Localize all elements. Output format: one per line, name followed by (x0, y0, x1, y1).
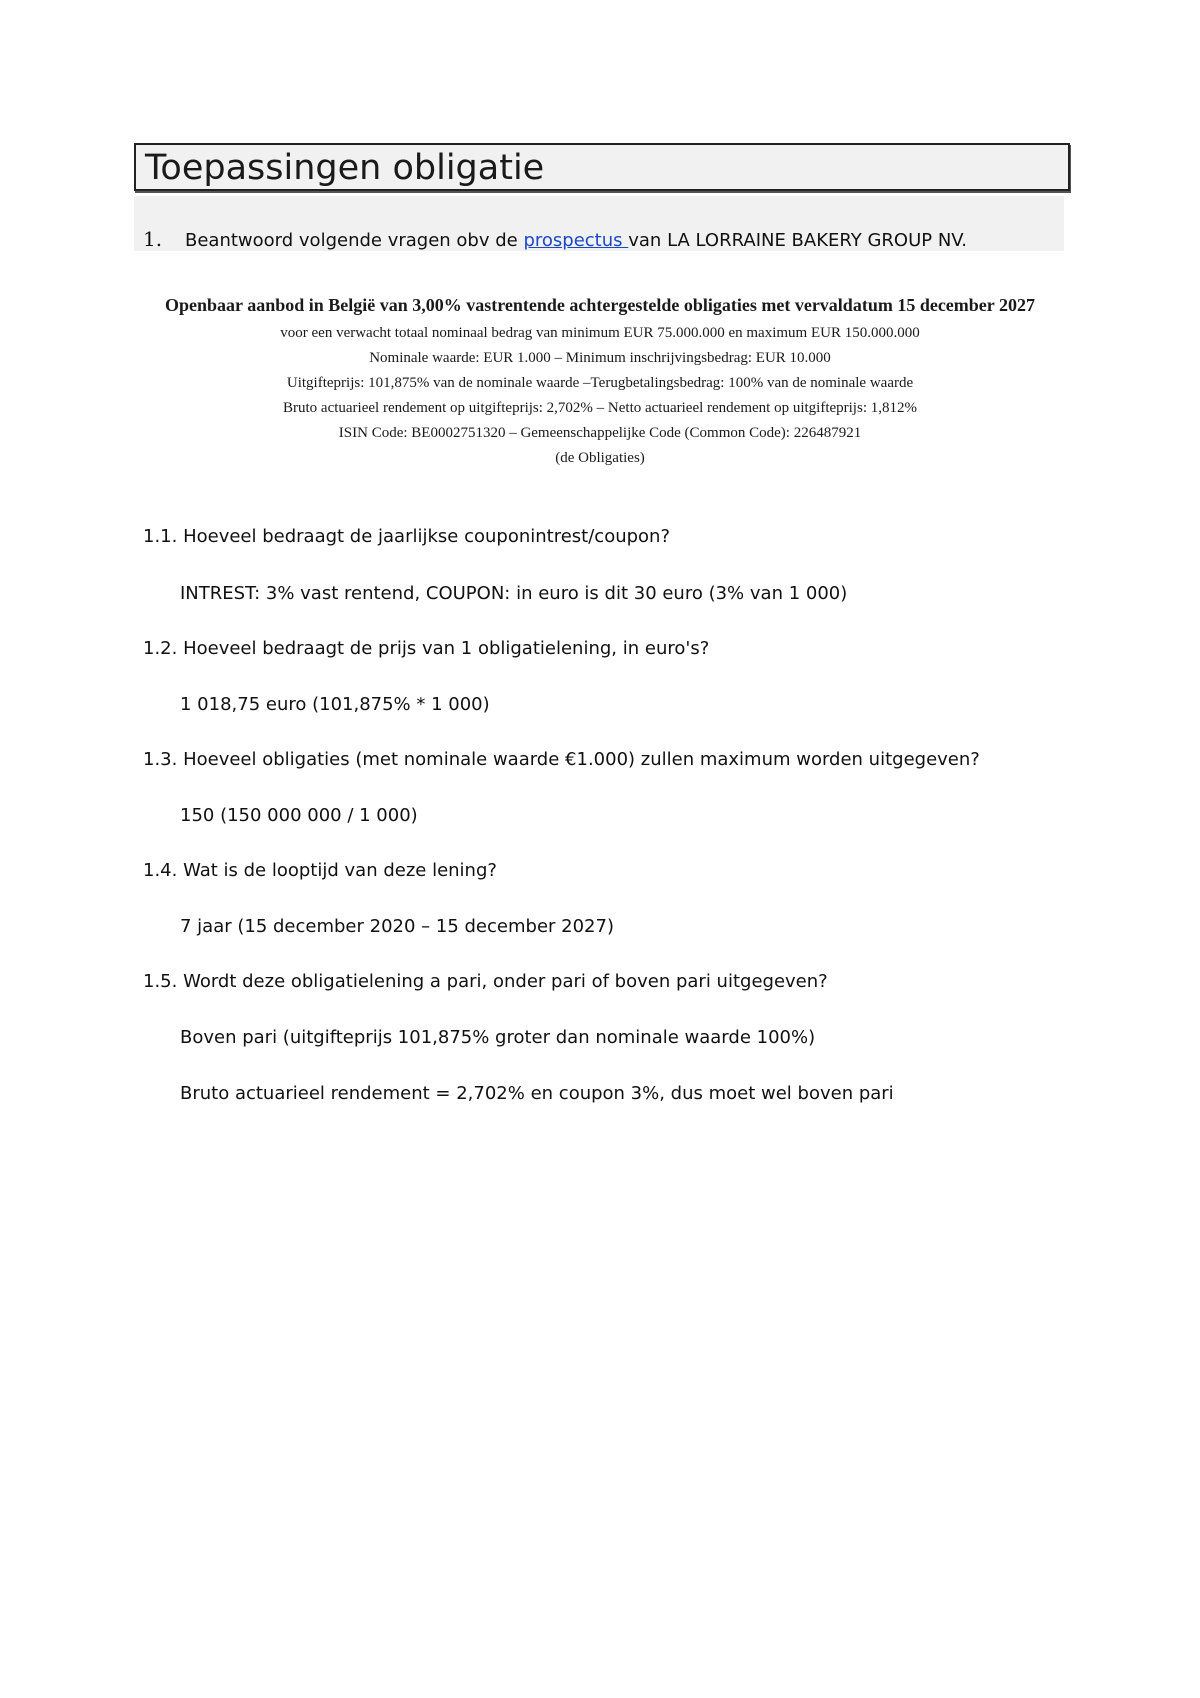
answer-1-4: 7 jaar (15 december 2020 – 15 december 2027) (180, 916, 614, 937)
excerpt-line: voor een verwacht totaal nominaal bedrag van minimum EUR 75.000.000 en maximum EUR 150.000.000 (280, 325, 920, 341)
answer-1-1: INTREST: 3% vast rentend, COUPON: in euro is dit 30 euro (3% van 1 000) (180, 583, 848, 604)
excerpt-line: Bruto actuarieel rendement op uitgifteprijs: 2,702% – Netto actuarieel rendement op uitgifteprijs: 1,812% (283, 400, 917, 416)
page-title: Toepassingen obligatie (145, 148, 545, 188)
item-1-text-after: van LA LORRAINE BAKERY GROUP NV. (628, 230, 968, 251)
title-box (134, 143, 1070, 191)
excerpt-line: Nominale waarde: EUR 1.000 – Minimum inschrijvingsbedrag: EUR 10.000 (369, 350, 831, 366)
excerpt-line: Uitgifteprijs: 101,875% van de nominale waarde –Terugbetalingsbedrag: 100% van de nominale waarde (286, 375, 914, 391)
prospectus-link[interactable]: prospectus (523, 230, 629, 251)
answer-1-2: 1 018,75 euro (101,875% * 1 000) (180, 694, 490, 715)
question-1-1: 1.1. Hoeveel bedraagt de jaarlijkse couponintrest/coupon? (143, 526, 671, 547)
excerpt-line: (de Obligaties) (555, 450, 645, 466)
excerpt-headline: Openbaar aanbod in België van 3,00% vastrentende achtergestelde obligaties met vervaldatum 15 december 2027 (165, 295, 1035, 315)
list-number: 1. (143, 227, 163, 251)
question-1-5: 1.5. Wordt deze obligatielening a pari, onder pari of boven pari uitgegeven? (143, 971, 828, 992)
answer-1-5b: Bruto actuarieel rendement = 2,702% en coupon 3%, dus moet wel boven pari (180, 1083, 894, 1104)
list-item-1 (143, 228, 967, 252)
question-1-3: 1.3. Hoeveel obligaties (met nominale waarde €1.000) zullen maximum worden uitgegeven? (143, 749, 980, 770)
excerpt-line: ISIN Code: BE0002751320 – Gemeenschappelijke Code (Common Code): 226487921 (338, 425, 862, 441)
prospectus-excerpt (150, 293, 1050, 471)
answer-1-5a: Boven pari (uitgifteprijs 101,875% groter dan nominale waarde 100%) (180, 1027, 816, 1048)
question-1-4: 1.4. Wat is de looptijd van deze lening? (143, 860, 497, 881)
answer-1-3: 150 (150 000 000 / 1 000) (180, 805, 418, 826)
question-1-2: 1.2. Hoeveel bedraagt de prijs van 1 obligatielening, in euro's? (143, 638, 710, 659)
item-1-text-before: Beantwoord volgende vragen obv de (185, 230, 524, 251)
